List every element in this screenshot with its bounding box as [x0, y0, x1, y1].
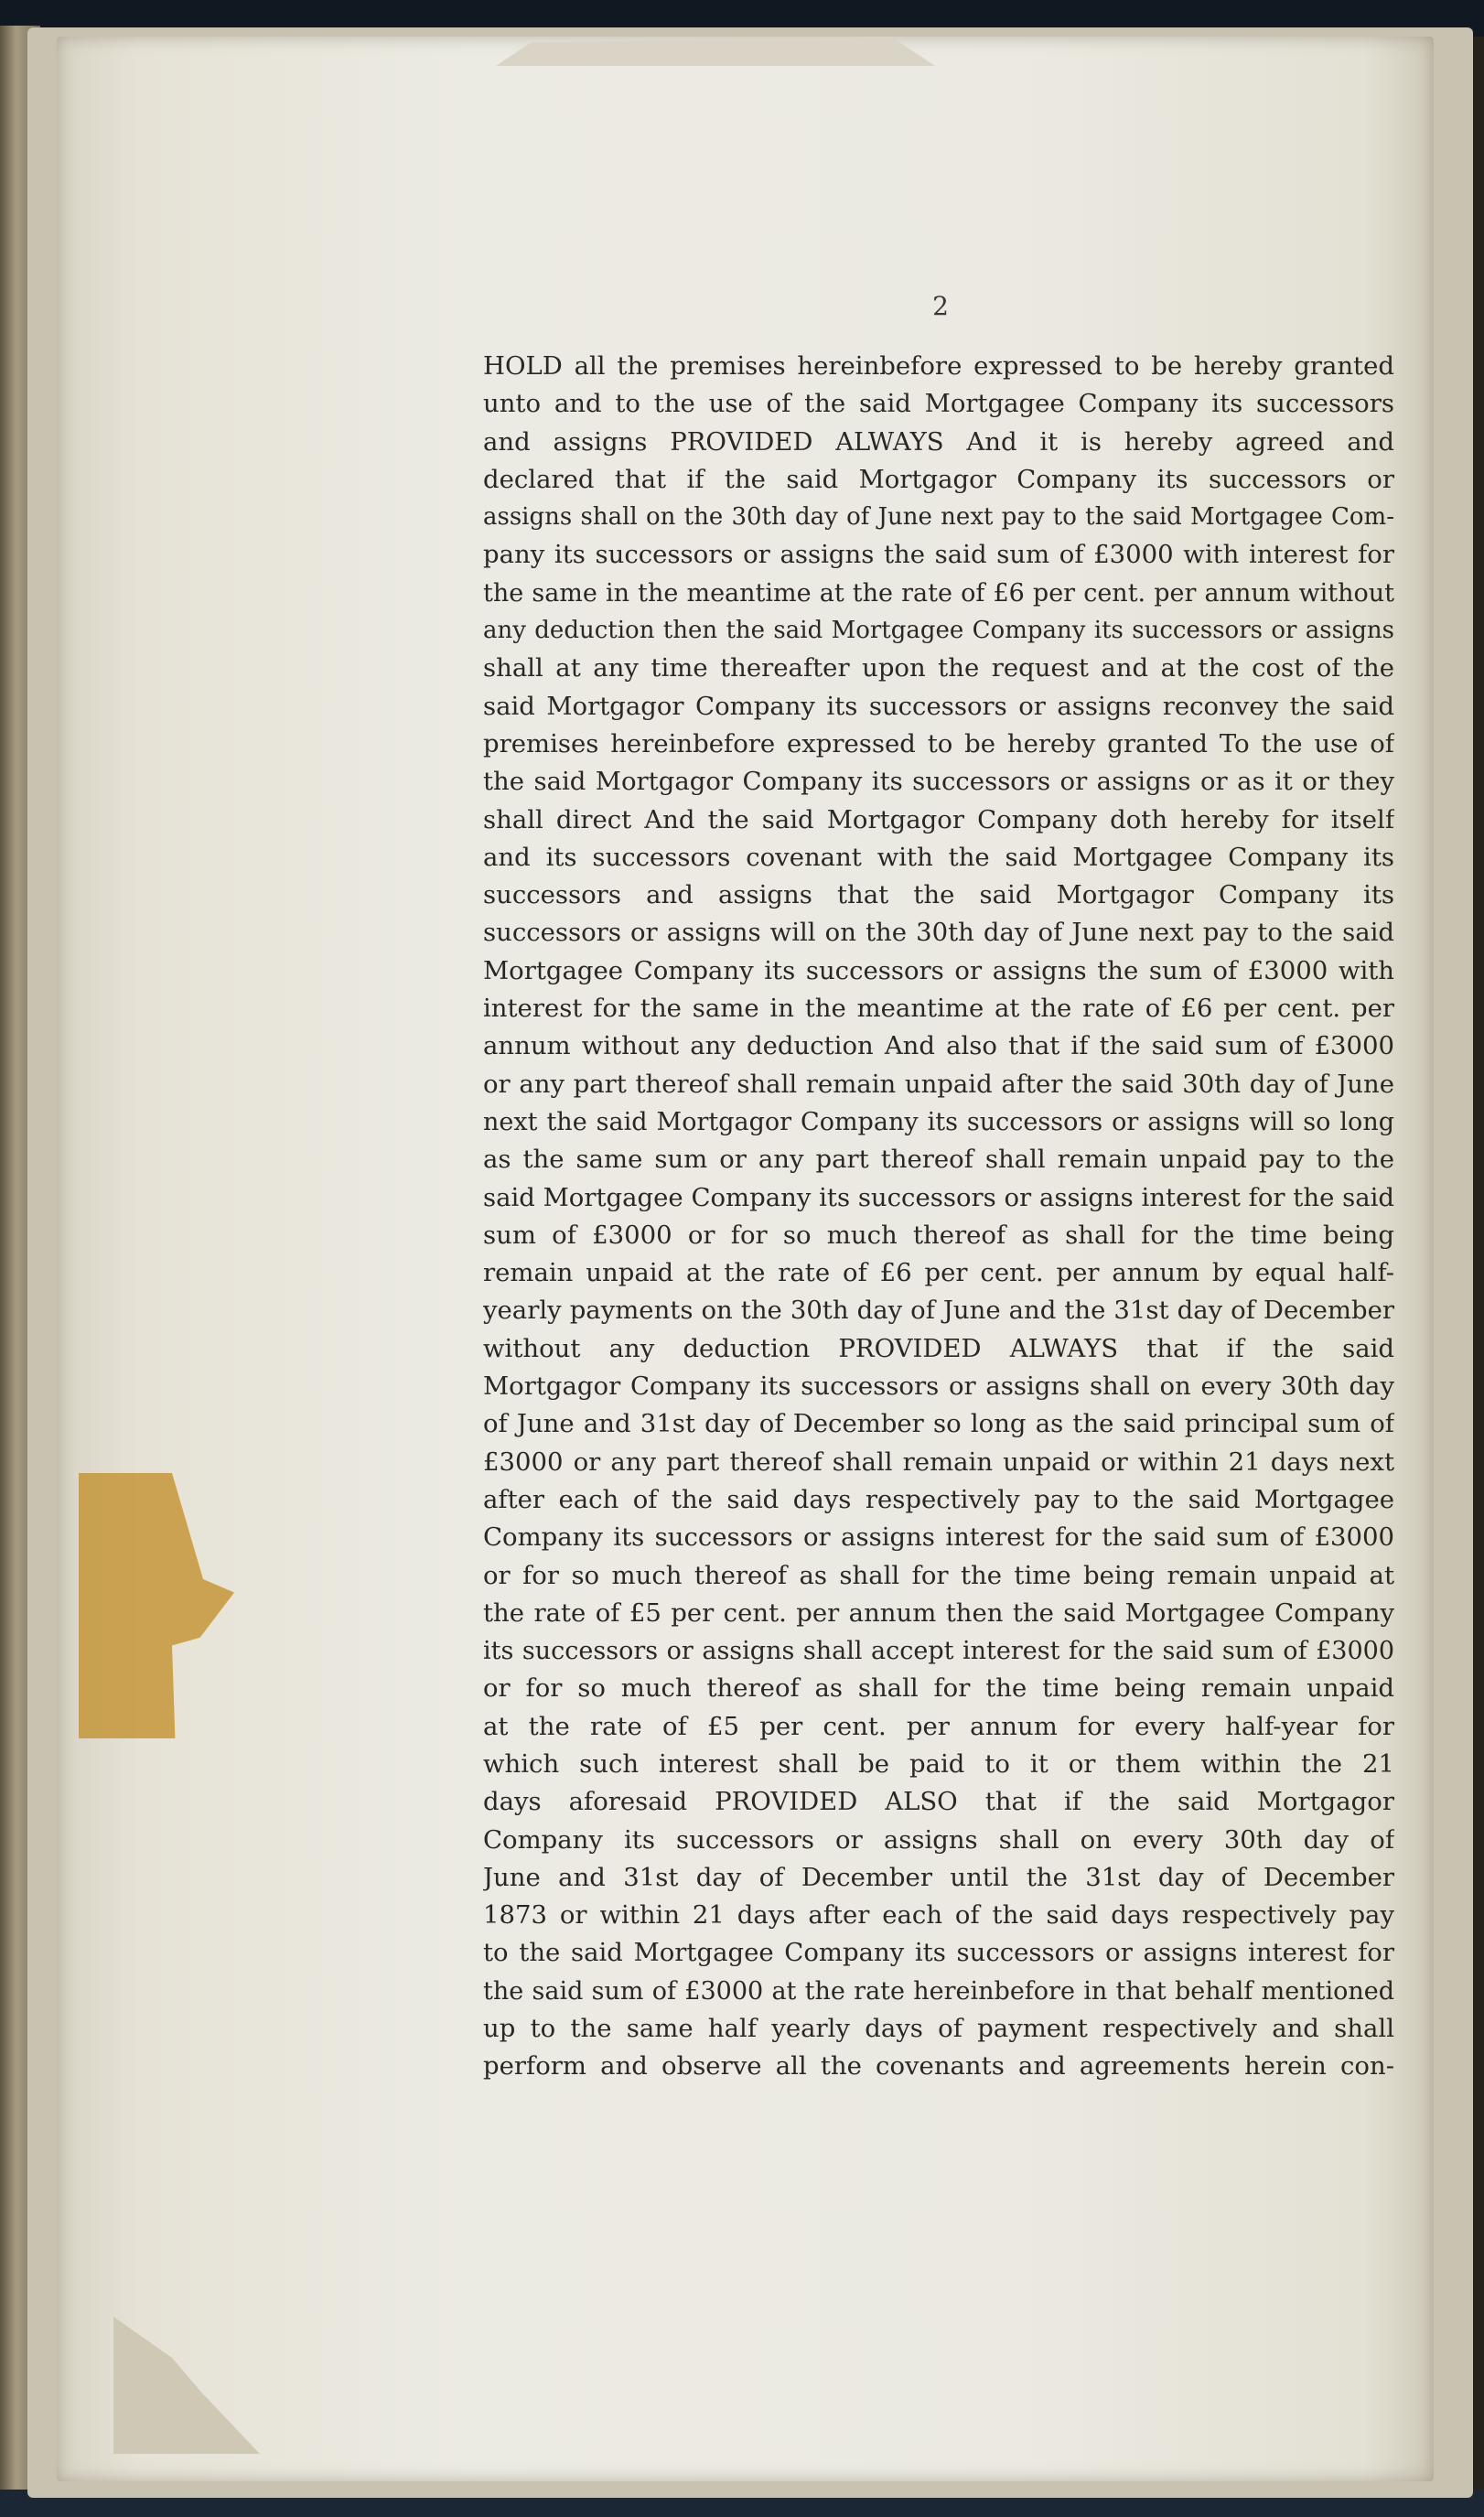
text-line: or for so much thereof as shall for the time being remain unpaid at — [483, 1560, 1394, 1590]
text-line: or any part thereof shall remain unpaid after the said 30th day of June — [483, 1069, 1394, 1099]
text-line: remain unpaid at the rate of £6 per cent. per annum by equal half- — [483, 1258, 1394, 1288]
text-line: the said sum of £3000 at the rate hereinbefore in that behalf mentioned — [483, 1976, 1394, 2006]
text-line: its successors or assigns shall accept interest for the said sum of £3000 — [483, 1637, 1394, 1666]
text-line: assigns shall on the 30th day of June next pay to the said Mortgagee Com- — [483, 503, 1394, 532]
text-line: unto and to the use of the said Mortgagee Company its successors — [483, 389, 1394, 419]
text-line: days aforesaid PROVIDED ALSO that if the said Mortgagor — [483, 1787, 1394, 1817]
text-line: to the said Mortgagee Company its successors or assigns interest for — [483, 1938, 1394, 1968]
text-line: the same in the meantime at the rate of £6 per cent. per annum without — [483, 578, 1394, 608]
text-line: Company its successors or assigns shall on every 30th day of — [483, 1824, 1394, 1855]
text-line: perform and observe all the covenants and agreements herein con- — [483, 2051, 1394, 2081]
text-line: said Mortgagor Company its successors or assigns reconvey the said — [483, 691, 1394, 721]
text-line: pany its successors or assigns the said sum of £3000 with interest for — [483, 540, 1394, 570]
text-line: without any deduction PROVIDED ALWAYS that if the said — [483, 1333, 1394, 1363]
torn-page-fragment — [496, 37, 935, 66]
text-line: interest for the same in the meantime at the rate of £6 per cent. per — [483, 994, 1394, 1024]
text-line: successors and assigns that the said Mortgagor Company its — [483, 880, 1394, 910]
text-line: up to the same half yearly days of payment respectively and shall — [483, 2014, 1394, 2044]
text-line: any deduction then the said Mortgagee Company its successors or assigns — [483, 617, 1394, 645]
text-line: the said Mortgagor Company its successors or assigns or as it or they — [483, 767, 1394, 797]
text-line: sum of £3000 or for so much thereof as shall for the time being — [483, 1220, 1394, 1250]
text-line: successors or assigns will on the 30th day of June next pay to the said — [483, 918, 1394, 948]
text-line: June and 31st day of December until the 31st day of December — [483, 1862, 1394, 1892]
text-line: shall direct And the said Mortgagor Company doth hereby for itself — [483, 804, 1394, 834]
text-line: at the rate of £5 per cent. per annum for every half-year for — [483, 1711, 1394, 1741]
torn-corner — [113, 2317, 260, 2454]
text-line: and its successors covenant with the said Mortgagee Company its — [483, 842, 1394, 872]
text-line: Mortgagor Company its successors or assigns shall on every 30th day — [483, 1371, 1394, 1402]
text-line: premises hereinbefore expressed to be hereby granted To the use of — [483, 728, 1394, 758]
text-line: Company its successors or assigns interest for the said sum of £3000 — [483, 1522, 1394, 1553]
text-line: after each of the said days respectively pay to the said Mortgagee — [483, 1484, 1394, 1514]
page-number: 2 — [932, 291, 949, 321]
text-line: £3000 or any part thereof shall remain unpaid or within 21 days next — [483, 1447, 1394, 1477]
text-line: of June and 31st day of December so long as the said principal sum of — [483, 1409, 1394, 1439]
text-line: 1873 or within 21 days after each of the said days respectively pay — [483, 1900, 1394, 1931]
text-line: HOLD all the premises hereinbefore expressed to be hereby granted — [483, 351, 1394, 381]
text-line: and assigns PROVIDED ALWAYS And it is hereby agreed and — [483, 426, 1394, 457]
text-line: the rate of £5 per cent. per annum then the said Mortgagee Company — [483, 1597, 1394, 1628]
text-line: or for so much thereof as shall for the time being remain unpaid — [483, 1673, 1394, 1704]
text-line: declared that if the said Mortgagor Company its successors or — [483, 464, 1394, 494]
text-line: Mortgagee Company its successors or assigns the sum of £3000 with — [483, 955, 1394, 985]
deed-body-text — [483, 348, 1394, 2086]
text-line: which such interest shall be paid to it or them within the 21 — [483, 1748, 1394, 1779]
text-line: said Mortgagee Company its successors or assigns interest for the said — [483, 1182, 1394, 1212]
text-line: shall at any time thereafter upon the request and at the cost of the — [483, 653, 1394, 683]
text-line: yearly payments on the 30th day of June and the 31st day of December — [483, 1296, 1394, 1326]
text-line: next the said Mortgagor Company its successors or assigns will so long — [483, 1107, 1394, 1136]
text-line: as the same sum or any part thereof shall remain unpaid pay to the — [483, 1145, 1394, 1175]
text-line: annum without any deduction And also that if the said sum of £3000 — [483, 1031, 1394, 1061]
